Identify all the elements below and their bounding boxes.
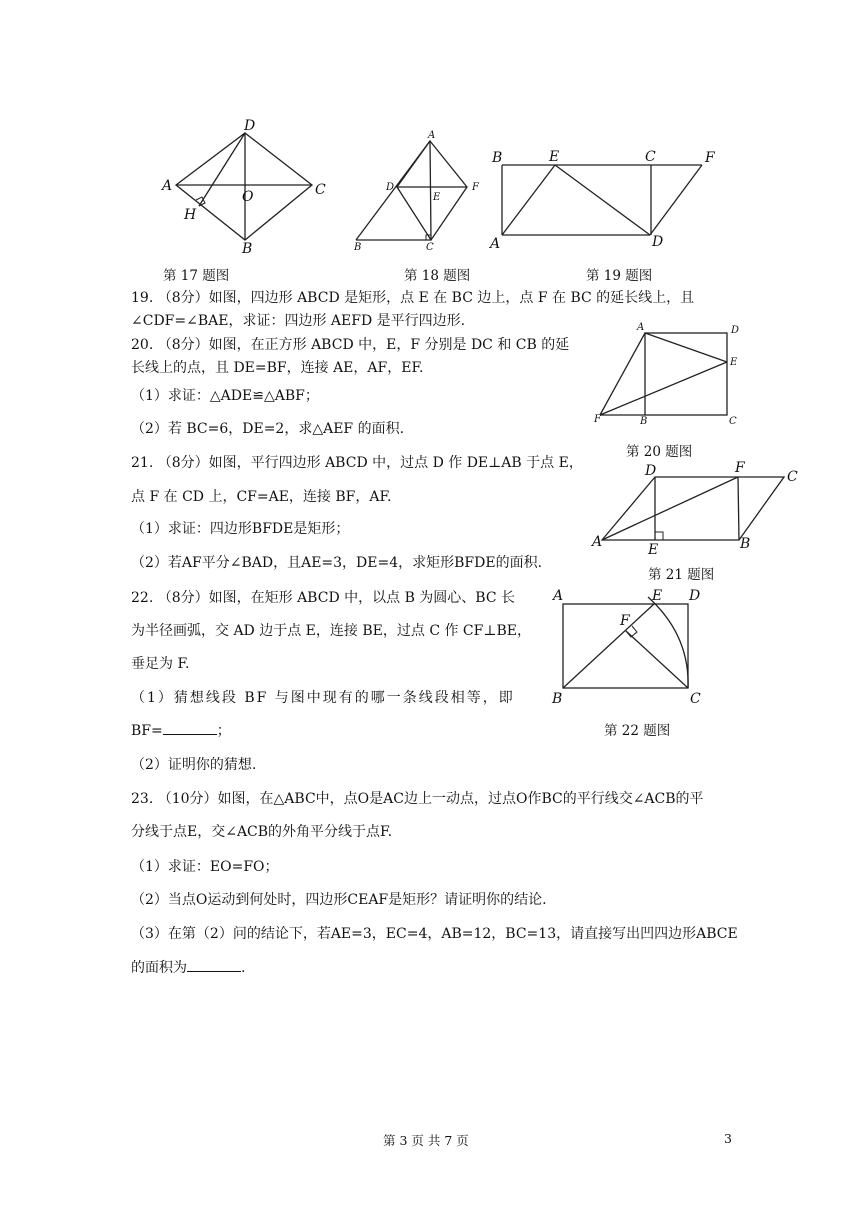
fig22-label-F: F <box>620 613 630 629</box>
fig19-label-F: F <box>705 150 715 166</box>
fig22-caption: 第 22 题图 <box>604 723 671 739</box>
q23-answer-blank <box>187 959 241 972</box>
q23-answer-prefix: 的面积为 <box>131 960 187 976</box>
fig19-label-C: C <box>645 149 656 165</box>
fig22-label-E: E <box>652 588 663 604</box>
q20-part1: （1）求证：△ADE≌△ABF； <box>131 388 319 404</box>
q22-line1: 22. （8分）如图，在矩形 ABCD 中，以点 B 为圆心、BC 长 <box>131 590 516 606</box>
fig21-caption: 第 21 题图 <box>648 567 715 583</box>
fig20-label-D: D <box>731 325 740 336</box>
fig22-label-B: B <box>552 691 563 707</box>
fig20-label-C: C <box>729 416 737 427</box>
q23-answer-suffix: . <box>241 960 246 976</box>
page-label: 第 3 页 共 7 页 <box>383 1133 469 1148</box>
fig20-label-B: B <box>640 416 648 427</box>
fig21-label-E: E <box>648 542 659 558</box>
fig18-label-A: A <box>428 130 436 141</box>
fig20-label-E: E <box>730 357 738 368</box>
fig18-caption: 第 18 题图 <box>404 268 471 284</box>
fig19-label-A: A <box>490 236 501 252</box>
fig19-label-E: E <box>549 149 560 165</box>
q22-line2: 为半径画弧，交 AD 边于点 E，连接 BE，过点 C 作 CF⊥BE， <box>131 623 532 639</box>
q21-part1: （1）求证：四边形BFDE是矩形； <box>131 521 350 537</box>
q22-answer-prefix: BF= <box>131 723 163 739</box>
q21-line1: 21. （8分）如图，平行四边形 ABCD 中，过点 D 作 DE⊥AB 于点 E， <box>131 455 583 471</box>
page-number: 3 <box>724 1131 732 1146</box>
fig17-label-B: B <box>242 241 253 257</box>
q21-part2: （2）若AF平分∠BAD，且AE=3，DE=4，求矩形BFDE的面积. <box>131 555 543 571</box>
fig18-label-F: F <box>472 182 479 193</box>
q23-line1: 23. （10分）如图，在△ABC中，点O是AC边上一动点，过点O作BC的平行线交∠ACB的平 <box>131 791 704 807</box>
fig19-label-B: B <box>492 150 503 166</box>
fig17-caption: 第 17 题图 <box>163 268 230 284</box>
q20-part2: （2）若 BC=6，DE=2，求△AEF 的面积. <box>131 421 405 437</box>
fig17-label-C: C <box>315 182 326 198</box>
fig22-label-C: C <box>690 691 701 707</box>
q22-part1: （1）猜想线段 BF 与图中现有的哪一条线段相等，即 <box>131 690 515 706</box>
fig18-label-E: E <box>433 192 441 203</box>
fig20-caption: 第 20 题图 <box>626 444 693 460</box>
fig17-label-H: H <box>184 207 197 223</box>
fig17-label-O: O <box>242 189 254 205</box>
q20-line2: 长线上的点，且 DE=BF，连接 AE，AF，EF. <box>131 360 424 376</box>
fig21-label-B: B <box>740 536 751 552</box>
q20-line1: 20. （8分）如图，在正方形 ABCD 中，E，F 分别是 DC 和 CB 的延 <box>131 337 570 353</box>
fig17-label-A: A <box>162 178 173 194</box>
fig20-label-A: A <box>637 322 645 333</box>
fig18-label-D: D <box>386 182 395 193</box>
q22-answer-blank <box>163 722 217 735</box>
q22-answer-suffix: ； <box>216 723 231 739</box>
q22-line3: 垂足为 F. <box>131 656 190 672</box>
q23-part2: （2）当点O运动到何处时，四边形CEAF是矩形？请证明你的结论. <box>131 892 547 908</box>
fig21-label-C: C <box>787 469 798 485</box>
q19-line2: ∠CDF=∠BAE，求证：四边形 AEFD 是平行四边形. <box>131 313 466 329</box>
q23-part3-cont <box>131 957 245 977</box>
q23-part3: （3）在第（2）问的结论下，若AE=3，EC=4，AB=12，BC=13，请直接写出凹四边形ABCE <box>131 926 738 942</box>
q19-line1: 19. （8分）如图，四边形 ABCD 是矩形，点 E 在 BC 边上，点 F 在 BC 的延长线上，且 <box>131 290 695 306</box>
fig21-label-D: D <box>645 463 657 479</box>
q22-answer-line <box>131 720 231 740</box>
fig18-label-B: B <box>354 242 362 253</box>
q21-line2: 点 F 在 CD 上，CF=AE，连接 BF，AF. <box>131 489 392 505</box>
fig17-label-D: D <box>244 118 256 134</box>
q23-line2: 分线于点E，交∠ACB的外角平分线于点F. <box>131 824 393 840</box>
fig21-label-F: F <box>735 460 745 476</box>
fig18-label-C: C <box>426 242 434 253</box>
q23-part1: （1）求证：EO=FO； <box>131 859 279 875</box>
fig19-caption: 第 19 题图 <box>586 268 653 284</box>
fig21-label-A: A <box>592 534 603 550</box>
fig19-label-D: D <box>652 234 664 250</box>
fig22-label-D: D <box>689 588 701 604</box>
q22-part2: （2）证明你的猜想. <box>131 757 257 773</box>
fig22-label-A: A <box>553 588 564 604</box>
fig20-label-F: F <box>594 414 601 425</box>
